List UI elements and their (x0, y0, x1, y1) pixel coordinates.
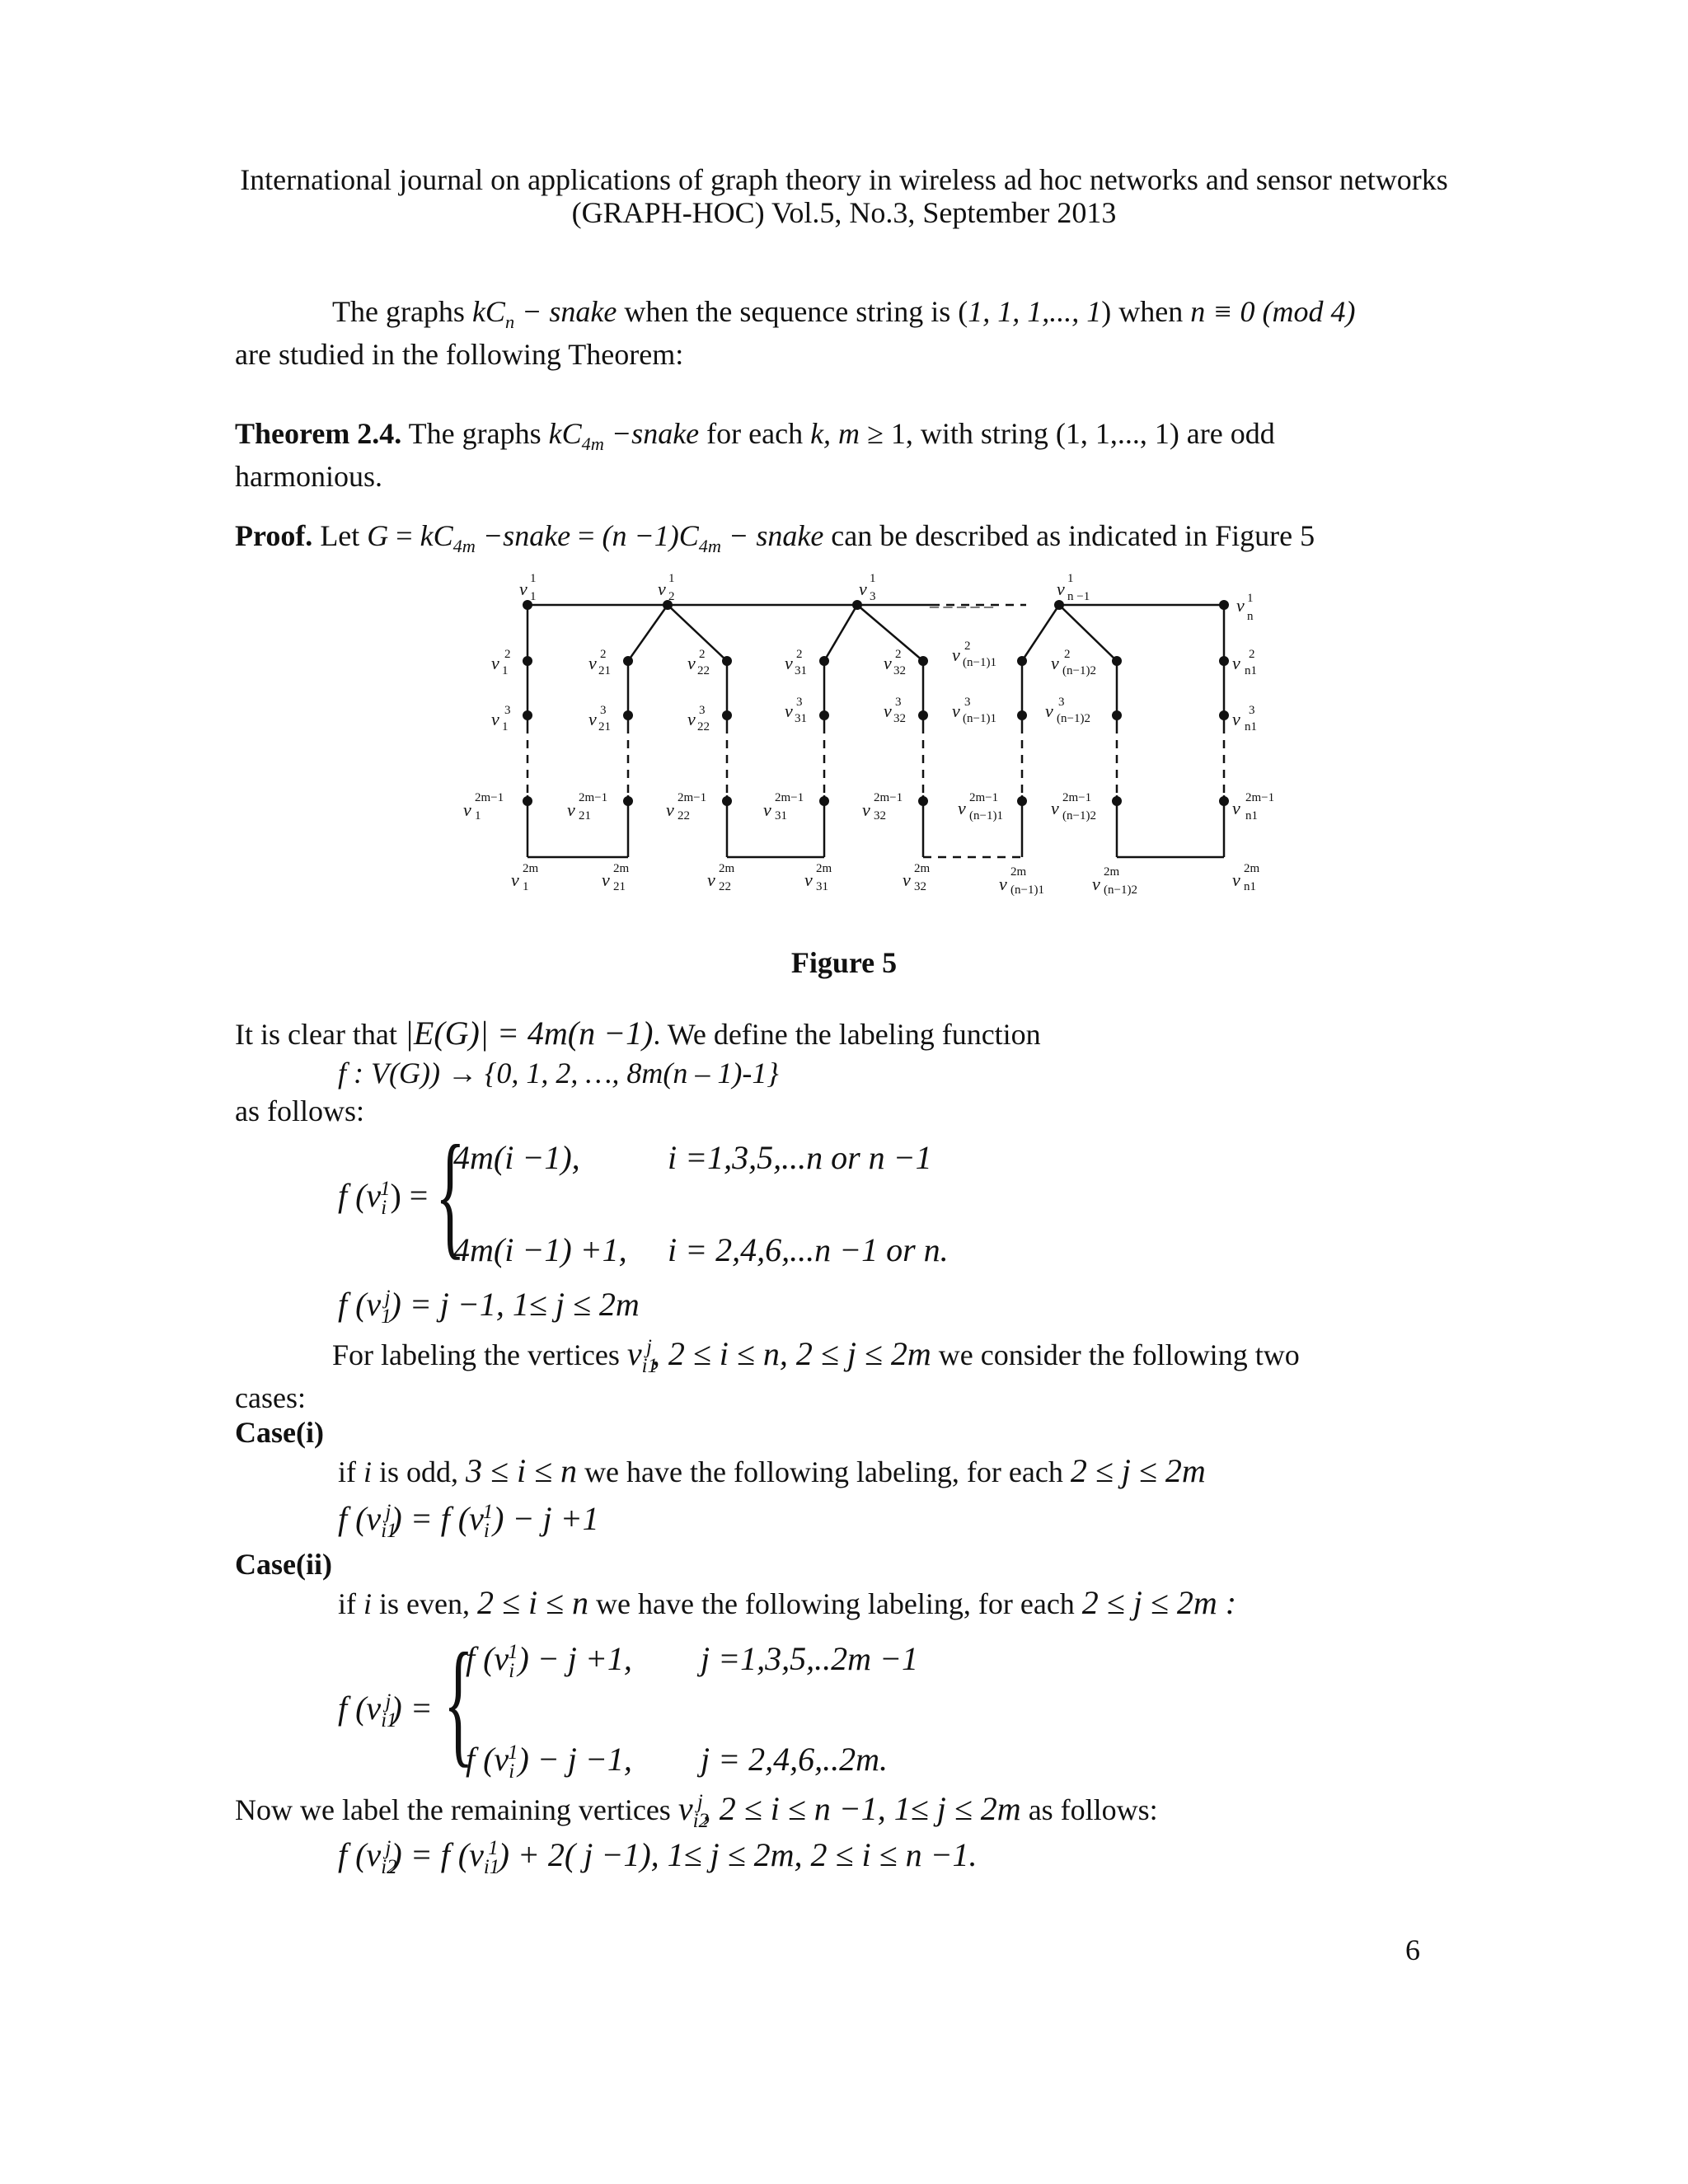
svg-text:v: v (1232, 709, 1240, 729)
svg-text:3: 3 (870, 590, 876, 603)
svg-text:v: v (804, 869, 813, 890)
svg-text:v: v (1051, 653, 1059, 673)
svg-text:2: 2 (1064, 648, 1071, 661)
svg-text:31: 31 (816, 880, 828, 893)
svg-text:2: 2 (600, 648, 607, 661)
svg-text:1: 1 (668, 572, 675, 585)
svg-text:2m: 2m (719, 862, 735, 875)
remaining-text: Now we label the remaining vertices $v_{i2}^j$, 2 ≤ i ≤ n −1, 1≤ j ≤ 2m as follows: (235, 1790, 1158, 1832)
svg-text:(n−1)2: (n−1)2 (1062, 664, 1096, 677)
svg-text:(n−1)2: (n−1)2 (1104, 883, 1137, 897)
case-i-text: if i is odd, 3 ≤ i ≤ n we have the following labeling, for each 2 ≤ j ≤ 2m (338, 1452, 1206, 1489)
svg-text:2: 2 (895, 648, 902, 661)
svg-text:2: 2 (699, 648, 706, 661)
svg-text:n1: n1 (1245, 664, 1257, 677)
svg-text:v: v (958, 798, 966, 818)
svg-text:v: v (1092, 874, 1100, 894)
svg-text:2m: 2m (613, 862, 630, 875)
svg-text:2m: 2m (1244, 862, 1260, 875)
svg-text:v: v (687, 653, 696, 673)
f-vi1-cond2: i = 2,4,6,...n −1 or n. (668, 1231, 949, 1268)
labeling-intro: For labeling the vertices $v_{i1}^j$, 2 ≤ i ≤ n, 2 ≤ j ≤ 2m we consider the following two (332, 1335, 1300, 1377)
journal-header-line2: (GRAPH-HOC) Vol.5, No.3, September 2013 (571, 196, 1117, 229)
svg-text:2m: 2m (523, 862, 539, 875)
svg-text:v: v (1045, 701, 1053, 721)
case-ii-heading: Case(ii) (235, 1548, 332, 1581)
svg-text:31: 31 (775, 809, 787, 823)
svg-text:2m−1: 2m−1 (775, 791, 804, 804)
final-equation: f $(v_{i2}^j) = f$ $(v_{i1}^1) + 2$( j −1), 1≤ j ≤ 2m, 2 ≤ i ≤ n −1. (338, 1836, 978, 1878)
f-vi1-cond1: i =1,3,5,...n or n −1 (668, 1139, 932, 1176)
svg-text:v: v (952, 644, 960, 665)
svg-text:(n−1)2: (n−1)2 (1057, 712, 1090, 725)
svg-text:2m: 2m (914, 862, 931, 875)
f-vi1-lhs: f $(v_i^1)$ = (338, 1177, 429, 1219)
svg-text:v: v (588, 653, 597, 673)
svg-text:2m−1: 2m−1 (678, 791, 707, 804)
svg-text:v: v (1236, 595, 1245, 616)
svg-text:v: v (567, 799, 575, 820)
figure-5-snake-graph (445, 569, 1335, 915)
svg-text:22: 22 (678, 809, 690, 823)
figure-caption: Figure 5 (790, 946, 898, 979)
svg-text:2: 2 (796, 648, 803, 661)
svg-text:v: v (491, 653, 499, 673)
svg-text:2m: 2m (1104, 865, 1120, 879)
case-ii-cond2: j = 2,4,6,..2m. (701, 1741, 888, 1778)
svg-text:1: 1 (530, 590, 537, 603)
svg-text:32: 32 (893, 712, 906, 725)
svg-text:1: 1 (502, 664, 509, 677)
svg-text:v: v (785, 653, 793, 673)
svg-text:2m−1: 2m−1 (969, 791, 999, 804)
svg-text:v: v (884, 653, 892, 673)
case-ii-c2: f $(v_i^1) - j -1$, (466, 1741, 632, 1783)
svg-text:22: 22 (697, 664, 710, 677)
svg-text:v: v (666, 799, 674, 820)
svg-text:32: 32 (914, 880, 926, 893)
theorem-line1: Theorem 2.4. The graphs $kC_{4m}$ −snake for each k, m ≥ 1, with string (1, 1,..., 1) are odd (235, 417, 1275, 455)
svg-text:v: v (463, 799, 471, 820)
svg-text:2m−1: 2m−1 (579, 791, 608, 804)
svg-text:v: v (1057, 579, 1065, 599)
theorem-line2: harmonious. (235, 460, 382, 493)
svg-text:v: v (1051, 798, 1059, 818)
svg-text:3: 3 (1249, 704, 1255, 717)
case-ii-text: if i is even, 2 ≤ i ≤ n we have the following labeling, for each 2 ≤ j ≤ 2m : (338, 1584, 1237, 1621)
svg-text:2m−1: 2m−1 (475, 791, 504, 804)
svg-text:3: 3 (699, 704, 706, 717)
svg-text:v: v (491, 709, 499, 729)
as-follows: as follows: (235, 1094, 364, 1127)
svg-text:v: v (658, 579, 666, 599)
intro-line2: are studied in the following Theorem: (235, 338, 684, 371)
case-i-equation: f $(v_{i1}^j) = f$ $(v_i^1) - j +1$ (338, 1500, 599, 1542)
svg-text:31: 31 (795, 664, 807, 677)
svg-text:(n−1)1: (n−1)1 (969, 809, 1003, 823)
svg-text:3: 3 (895, 696, 902, 709)
labeling-function-def: f : V(G)) → {0, 1, 2, …, 8m(n – 1)-1} (338, 1057, 779, 1090)
svg-text:2m: 2m (1010, 865, 1027, 879)
svg-text:3: 3 (1058, 696, 1065, 709)
svg-text:(n−1)2: (n−1)2 (1062, 809, 1096, 823)
cases-label: cases: (235, 1381, 306, 1414)
case-i-heading: Case(i) (235, 1416, 324, 1449)
f-v1j: f $(v_1^j) = j -1$, 1≤ j ≤ 2m (338, 1286, 640, 1328)
svg-text:(n−1)1: (n−1)1 (1010, 883, 1044, 897)
svg-text:n1: n1 (1245, 720, 1257, 733)
svg-text:v: v (862, 799, 870, 820)
svg-text:v: v (519, 579, 528, 599)
svg-text:v: v (602, 869, 610, 890)
svg-text:v: v (999, 874, 1007, 894)
svg-text:22: 22 (697, 720, 710, 733)
svg-text:21: 21 (598, 664, 611, 677)
svg-text:3: 3 (504, 704, 511, 717)
svg-text:(n−1)1: (n−1)1 (963, 712, 996, 725)
svg-text:1: 1 (870, 572, 876, 585)
proof-line: Proof. Let $G = kC_{4m}$ −snake = $(n -1)C_{4m}$ − snake can be described as indicated in Figure 5 (235, 519, 1315, 557)
svg-text:21: 21 (598, 720, 611, 733)
svg-text:1: 1 (530, 572, 537, 585)
svg-text:2m: 2m (816, 862, 832, 875)
svg-text:v: v (884, 701, 892, 721)
case-ii-c1: f $(v_i^1) - j +1$, (466, 1640, 632, 1682)
top-dashes: – – – – – (930, 595, 993, 616)
f-vi1-case1: 4m(i −1), (453, 1139, 580, 1176)
svg-text:2: 2 (964, 640, 971, 653)
svg-text:v: v (588, 709, 597, 729)
svg-text:2: 2 (504, 648, 511, 661)
journal-header-line1: International journal on applications of graph theory in wireless ad hoc networks and sensor networks (240, 163, 1448, 196)
svg-text:v: v (1232, 653, 1240, 673)
svg-text:v: v (707, 869, 715, 890)
svg-text:v: v (952, 701, 960, 721)
svg-text:n −1: n −1 (1067, 590, 1090, 603)
brace-2: { (443, 1624, 474, 1779)
svg-text:v: v (763, 799, 771, 820)
edges-line: It is clear that |E(G)| = 4m(n −1). We define the labeling function (235, 1015, 1041, 1052)
f-vi1-case2: 4m(i −1) +1, (453, 1231, 627, 1268)
svg-text:22: 22 (719, 880, 731, 893)
svg-text:v: v (511, 869, 519, 890)
svg-text:2: 2 (1249, 648, 1255, 661)
svg-text:v: v (687, 709, 696, 729)
svg-text:3: 3 (600, 704, 607, 717)
svg-text:v: v (859, 579, 867, 599)
svg-text:n1: n1 (1244, 880, 1256, 893)
f-vi1j-lhs: f $(v_{i1}^j)$ = (338, 1690, 433, 1732)
case-ii-cond1: j =1,3,5,..2m −1 (701, 1640, 918, 1677)
svg-text:3: 3 (796, 696, 803, 709)
svg-text:n1: n1 (1245, 809, 1258, 823)
svg-text:v: v (1232, 798, 1240, 818)
svg-text:32: 32 (893, 664, 906, 677)
intro-line1: The graphs $kC_n$ − snake when the sequence string is (1, 1, 1,..., 1) when n ≡ 0 (mod 4) (332, 295, 1356, 333)
svg-text:1: 1 (475, 809, 481, 823)
svg-text:2m−1: 2m−1 (1062, 791, 1092, 804)
svg-text:3: 3 (964, 696, 971, 709)
svg-text:2: 2 (668, 590, 675, 603)
svg-text:1: 1 (1247, 592, 1254, 605)
svg-text:31: 31 (795, 712, 807, 725)
svg-text:32: 32 (874, 809, 886, 823)
svg-text:(n−1)1: (n−1)1 (963, 656, 996, 669)
svg-text:v: v (903, 869, 911, 890)
svg-text:21: 21 (579, 809, 591, 823)
brace-1: { (435, 1117, 466, 1272)
svg-text:v: v (785, 701, 793, 721)
svg-text:2m−1: 2m−1 (1245, 791, 1275, 804)
svg-text:v: v (1232, 869, 1240, 890)
svg-text:1: 1 (523, 880, 529, 893)
svg-text:n: n (1247, 610, 1254, 623)
svg-text:1: 1 (502, 720, 509, 733)
svg-text:21: 21 (613, 880, 626, 893)
svg-text:2m−1: 2m−1 (874, 791, 903, 804)
svg-text:1: 1 (1067, 572, 1074, 585)
page-number: 6 (1405, 1933, 1420, 1966)
